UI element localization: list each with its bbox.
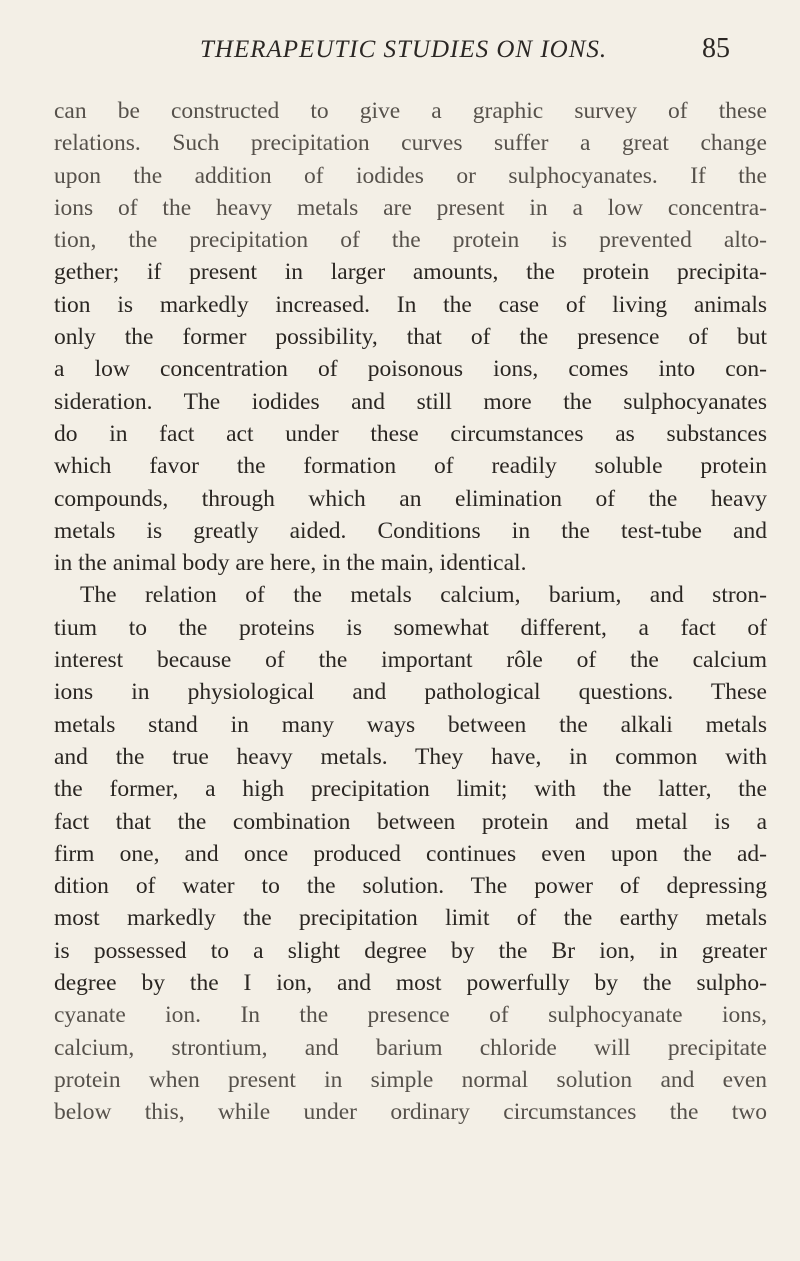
text-line: is possessed to a slight degree by the Br ion, in greater <box>54 937 767 964</box>
text-line: and the true heavy metals. They have, in common with <box>54 743 767 770</box>
text-line: only the former possibility, that of the presence of but <box>54 324 767 351</box>
running-title: THERAPEUTIC STUDIES ON IONS. <box>200 36 608 63</box>
page-number: 85 <box>702 33 730 64</box>
body-text <box>54 95 767 1129</box>
text-line: most markedly the precipitation limit of the earthy metals <box>54 905 767 932</box>
running-head <box>0 33 800 76</box>
text-line: below this, while under ordinary circumstances the two <box>54 1099 767 1126</box>
text-line: the former, a high precipitation limit; with the latter, the <box>54 776 767 803</box>
text-line: upon the addition of iodides or sulphocyanates. If the <box>54 162 767 189</box>
text-line: fact that the combination between protein and metal is a <box>54 808 767 835</box>
text-line: interest because of the important rôle of the calcium <box>54 647 767 674</box>
text-line: gether; if present in larger amounts, the protein precipita- <box>54 259 767 286</box>
text-line: can be constructed to give a graphic survey of these <box>54 98 767 124</box>
text-line: which favor the formation of readily soluble protein <box>54 453 767 480</box>
text-line: firm one, and once produced continues even upon the ad- <box>54 840 767 867</box>
paragraph-first-line: The relation of the metals calcium, barium, and stron- <box>80 582 767 609</box>
text-line: tion, the precipitation of the protein is prevented alto- <box>54 227 767 254</box>
text-line: do in fact act under these circumstances as substances <box>54 420 767 447</box>
text-line: compounds, through which an elimination of the heavy <box>54 485 767 512</box>
paragraph-last-line: in the animal body are here, in the main, identical. <box>54 550 527 577</box>
text-line: calcium, strontium, and barium chloride will precipitate <box>54 1034 767 1061</box>
text-line: degree by the I ion, and most powerfully by the sulpho- <box>54 970 767 997</box>
text-line: relations. Such precipitation curves suffer a great change <box>54 130 767 157</box>
text-line: sideration. The iodides and still more the sulphocyanates <box>54 388 767 415</box>
text-line: ions in physiological and pathological questions. These <box>54 679 767 706</box>
text-line: ions of the heavy metals are present in a low concentra- <box>54 194 767 221</box>
text-line: a low concentration of poisonous ions, comes into con- <box>54 356 767 383</box>
text-line: metals is greatly aided. Conditions in the test-tube and <box>54 517 767 544</box>
text-line: cyanate ion. In the presence of sulphocyanate ions, <box>54 1002 767 1029</box>
text-line: protein when present in simple normal solution and even <box>54 1066 767 1093</box>
text-line: tium to the proteins is somewhat different, a fact of <box>54 614 767 641</box>
text-line: tion is markedly increased. In the case of living animals <box>54 291 767 318</box>
text-line: metals stand in many ways between the alkali metals <box>54 711 767 738</box>
text-line: dition of water to the solution. The power of depressing <box>54 873 767 900</box>
